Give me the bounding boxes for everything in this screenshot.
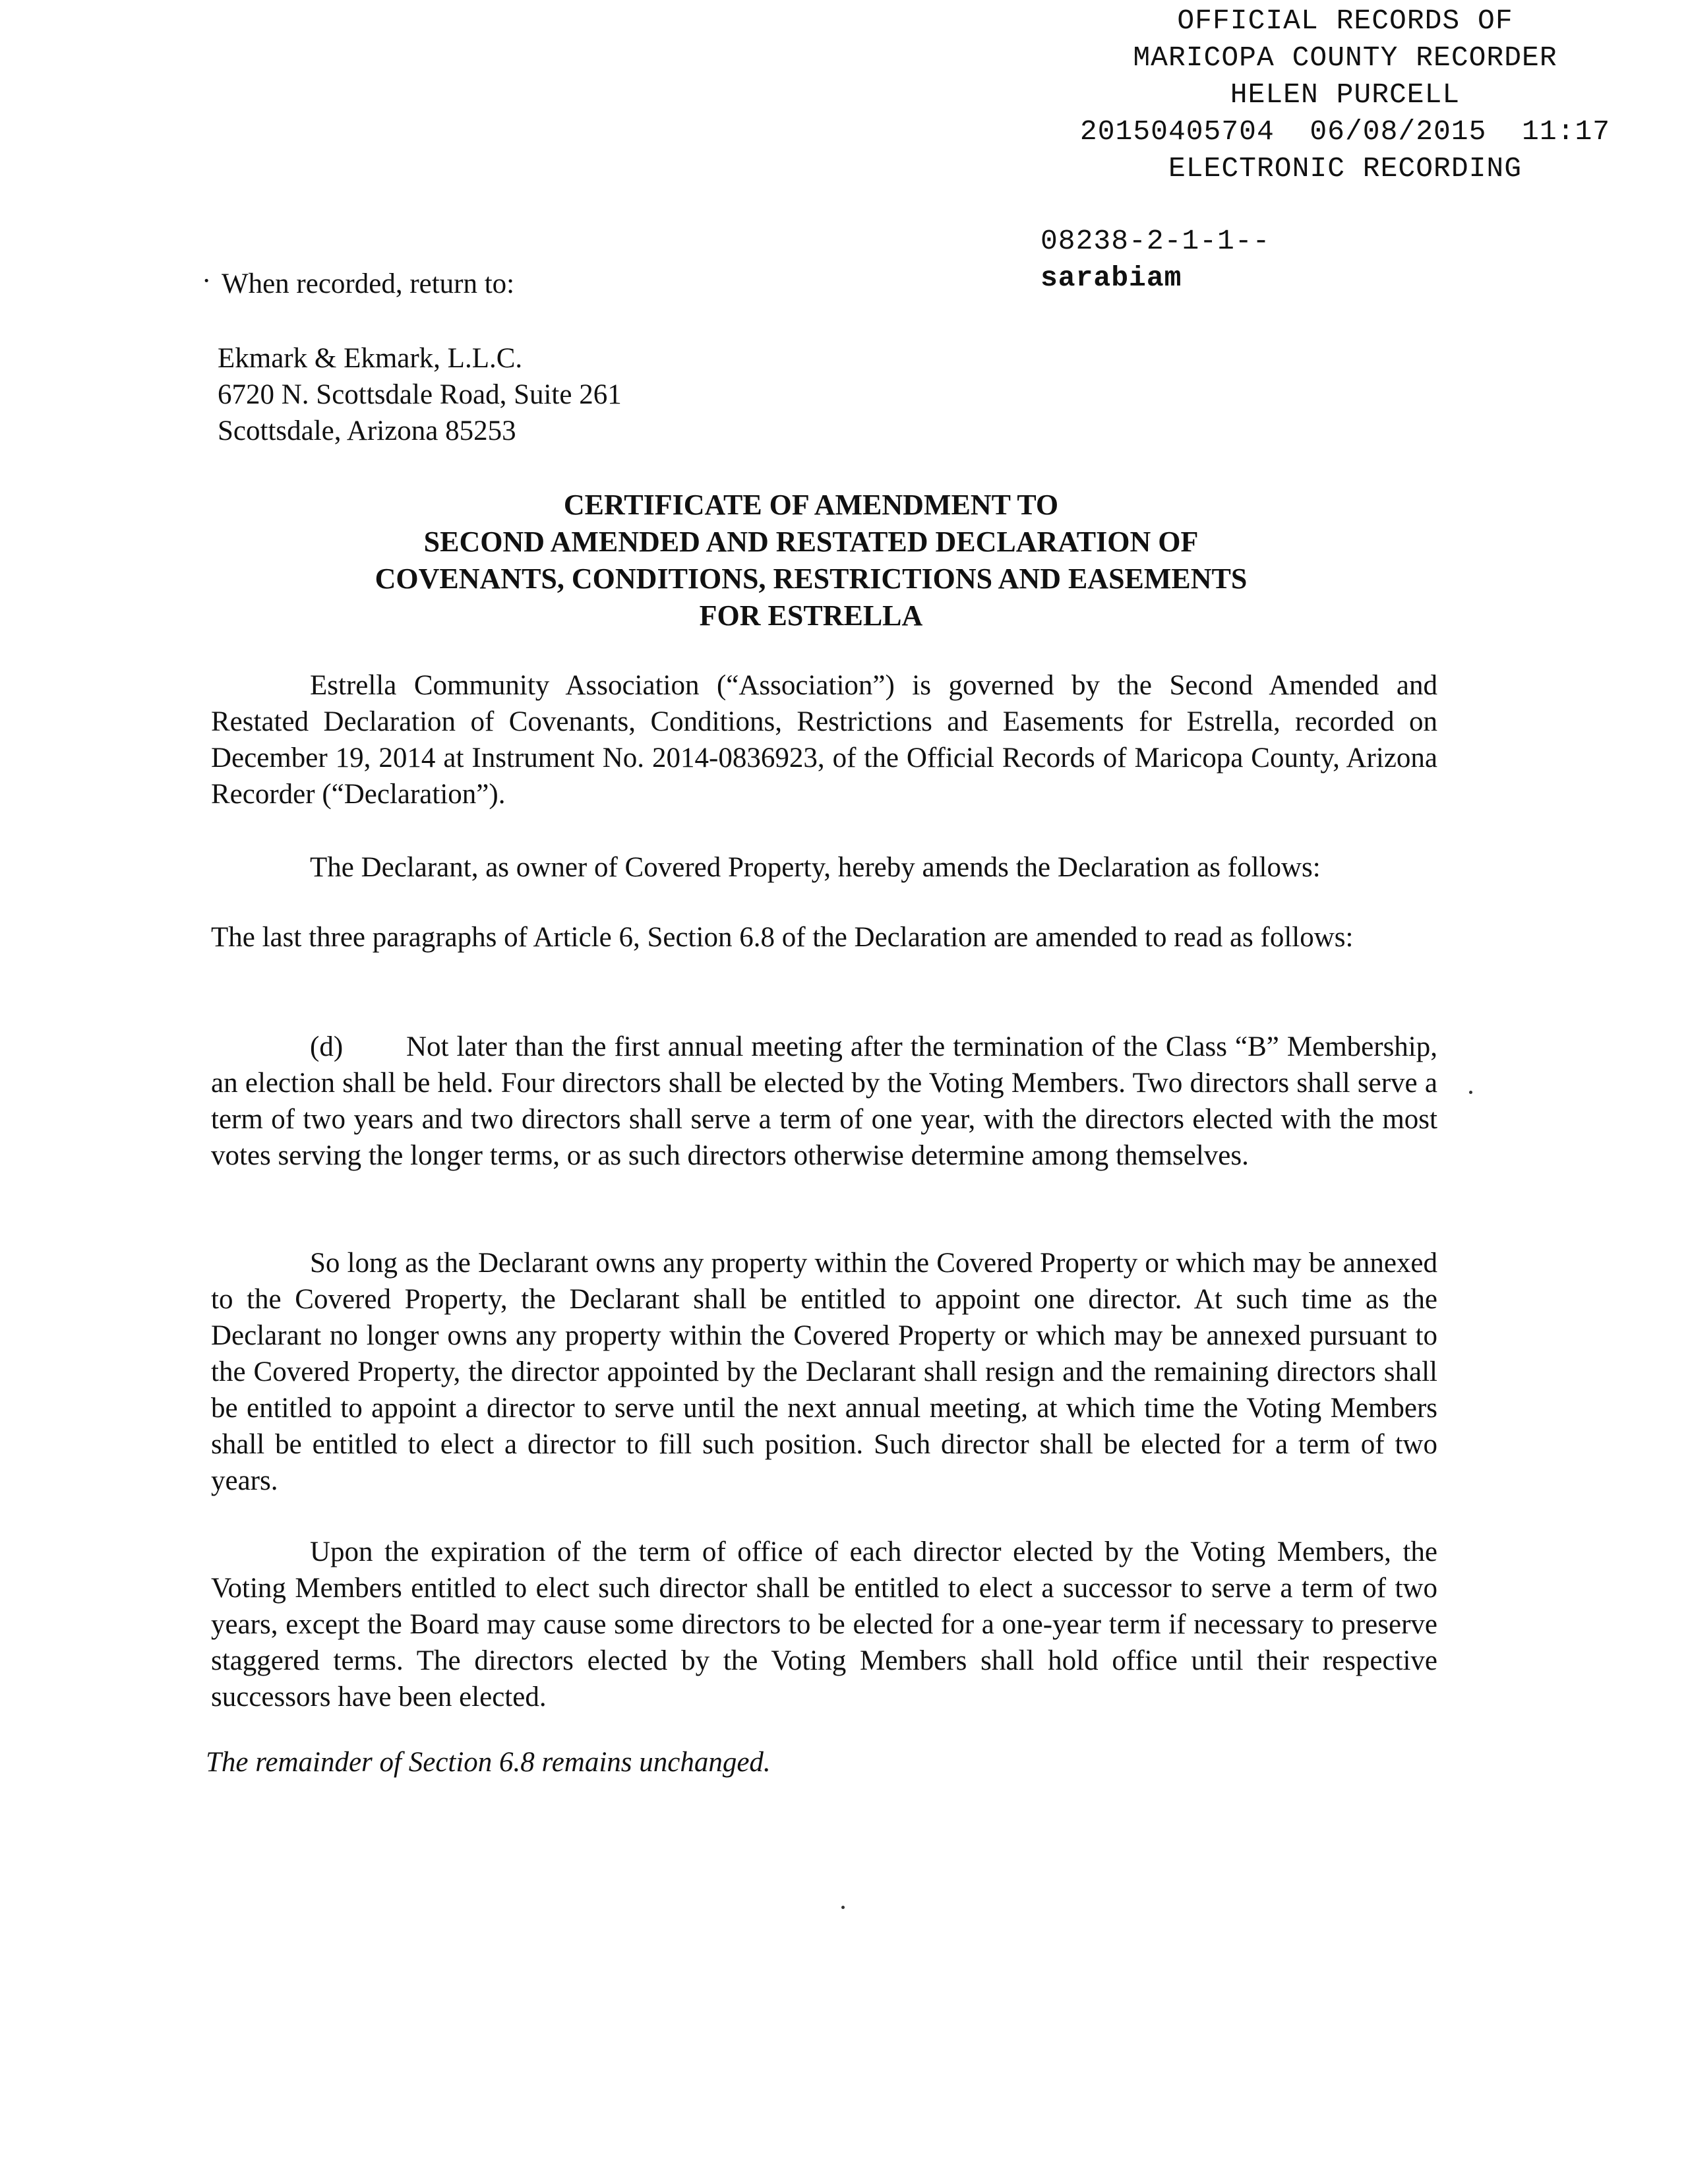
paragraph-association [211,667,1437,812]
paragraph-amendment-intro-text: The last three paragraphs of Article 6, Section 6.8 of the Declaration are amended to read as follows: [211,922,1354,953]
title-line-2: SECOND AMENDED AND RESTATED DECLARATION OF [423,526,1199,558]
return-to-text: When recorded, return to: [222,268,515,299]
scan-speck [841,1906,845,1909]
paragraph-declarant [211,849,1437,886]
stamp-line-recorder-name: HELEN PURCELL [1230,78,1461,111]
stamp-line-instrument-date-time: 20150405704 06/08/2015 11:17 [1079,115,1611,148]
scan-speck [1469,1091,1472,1094]
paragraph-declarant-director-text: So long as the Declarant owns any property within the Covered Property or which may be annexed to the Covered Property, the Declarant shall be entitled to appoint one director. At such time as the Declarant no longer owns any property within the Covered Property or which may be annexed pursuant to the Covered Property, the director appointed by the Declarant shall resign and the remaining directors shall be entitled to appoint a director to serve until the next annual meeting, at which time the Voting Members shall be entitled to elect a director to fill such position. Such director shall be elected for a term of two years. [211,1248,1437,1496]
paragraph-amendment-intro [211,919,1437,956]
address-line-city: Scottsdale, Arizona 85253 [218,415,516,446]
stamp-code-block [1040,223,1270,297]
title-line-4: FOR ESTRELLA [699,599,923,632]
paragraph-term-expiration-text: Upon the expiration of the term of office of each director elected by the Voting Members, the Voting Members entitled to elect such director shall be entitled to elect a successor to serve a term of two years, except the Board may cause some directors to be elected for a one-year term if necessary to preserve staggered terms. The directors elected by the Voting Members shall hold office until their respective successors have been elected. [211,1536,1437,1713]
return-address [218,340,622,449]
title-line-1: CERTIFICATE OF AMENDMENT TO [563,489,1059,521]
recorder-stamp [1029,3,1662,187]
paragraph-d-text: Not later than the first annual meeting after the termination of the Class “B” Membership, an election shall be held. Four directors shall be elected by the Voting Members. Two directors shall serve a term of two years and two directors shall serve a term of one year, with the directors elected with the most votes serving the longer terms, or as such directors otherwise determine among themselves. [211,1031,1437,1171]
paragraph-term-expiration [211,1534,1437,1715]
stamp-line-county: MARICOPA COUNTY RECORDER [1133,42,1557,74]
paragraph-declarant-text: The Declarant, as owner of Covered Property, hereby amends the Declaration as follows: [310,852,1321,883]
address-line-street: 6720 N. Scottsdale Road, Suite 261 [218,379,622,410]
stamp-code: 08238-2-1-1-- [1040,225,1271,257]
paragraph-d [211,1029,1437,1174]
stamp-user: sarabiam [1040,262,1182,294]
title-line-3: COVENANTS, CONDITIONS, RESTRICTIONS AND EASEMENTS [375,562,1248,595]
paragraph-association-text: Estrella Community Association (“Association”) is governed by the Second Amended and Restated Declaration of Covenants, Conditions, Restrictions and Easements for Estrella, recorded on December 19, 2014 at Instrument No. 2014-0836923, of the Official Records of Maricopa County, Arizona Recorder (“Declaration”). [211,670,1437,810]
document-title [290,487,1332,634]
remainder-note: The remainder of Section 6.8 remains unchanged. [206,1747,771,1778]
tick-mark: · [202,266,212,297]
stamp-line-recording-type: ELECTRONIC RECORDING [1168,152,1522,185]
paragraph-d-label: (d) [310,1031,344,1062]
paragraph-declarant-director [211,1245,1437,1499]
stamp-line-office: OFFICIAL RECORDS OF [1177,5,1513,37]
address-line-firm: Ekmark & Ekmark, L.L.C. [218,343,523,374]
return-to-label [202,266,515,300]
